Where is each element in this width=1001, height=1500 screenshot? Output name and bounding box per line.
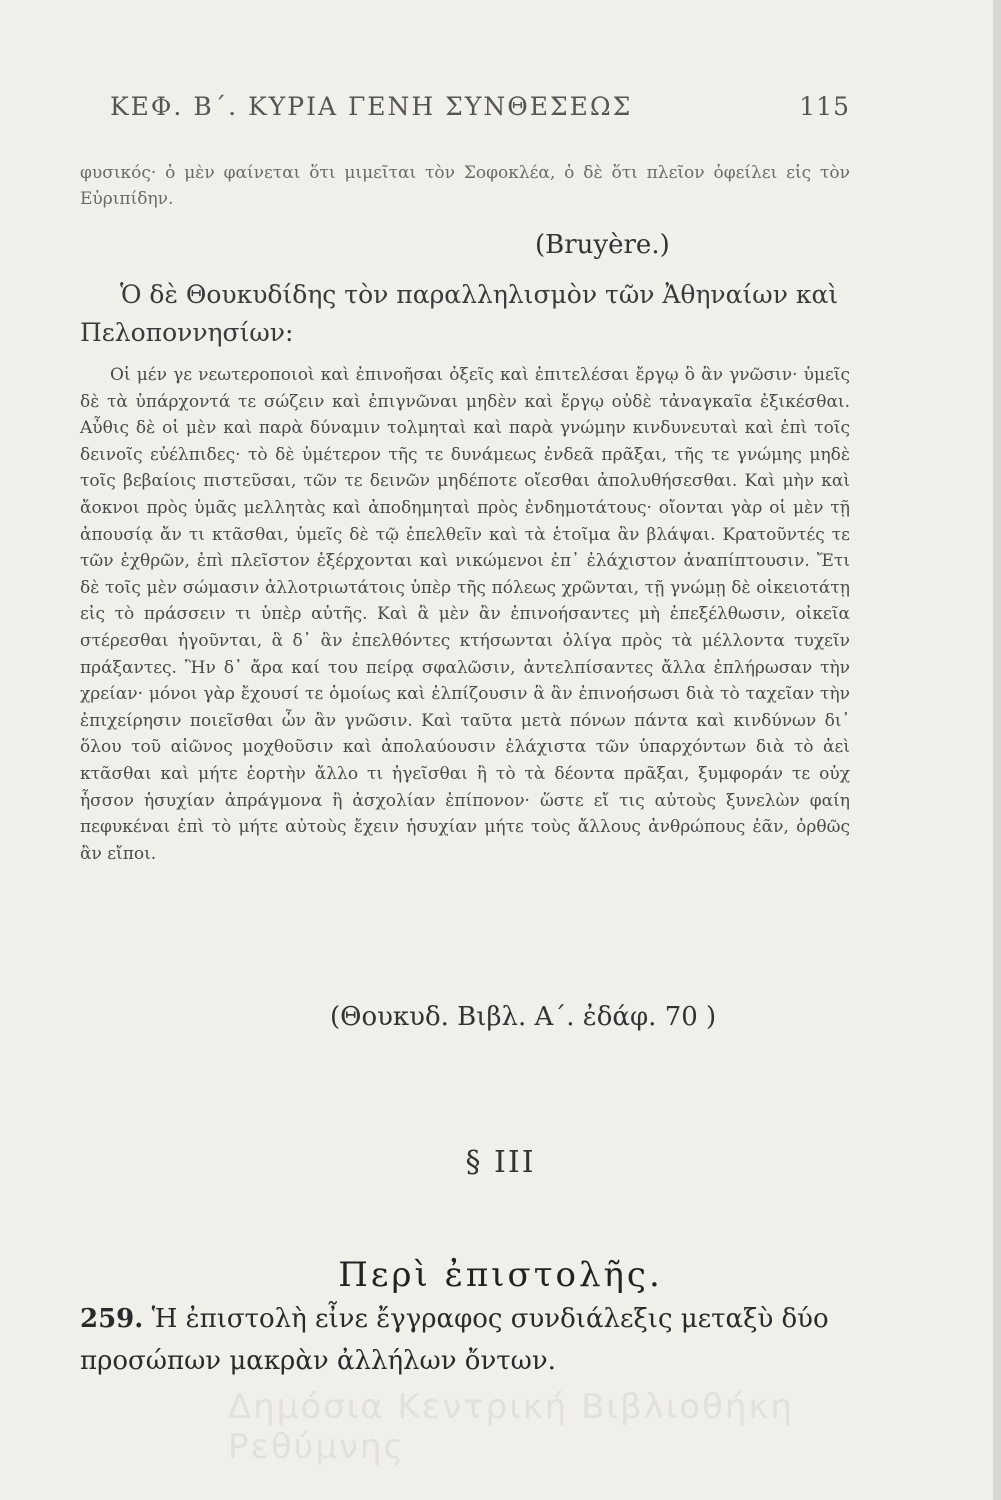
running-title: ΚΕΦ. Β΄. ΚΥΡΙΑ ΓΕΝΗ ΣΥΝΘΕΣΕΩΣ bbox=[110, 92, 633, 121]
section-number: § III bbox=[465, 1145, 536, 1180]
running-header bbox=[110, 92, 850, 121]
page-number: 115 bbox=[799, 92, 850, 121]
lead-paragraph: Ὁ δὲ Θουκυδίδης τὸν παραλληλισμὸν τῶν Ἀθηναίων καὶ Πελοποννησίων: bbox=[80, 280, 839, 347]
thucydides-quote: Οἱ μέν γε νεωτεροποιοὶ καὶ ἐπινοῆσαι ὀξεῖς καὶ ἐπιτελέσαι ἔργῳ ὃ ἂν γνῶσιν· ὑμεῖς δὲ τὰ ὑπάρχοντά τε σώζειν καὶ ἐπιγνῶναι μηδὲν καὶ ἔργῳ οὐδὲ τἀναγκαῖα ἐξικέσθαι. Αὖθις δὲ οἱ μὲν καὶ παρὰ δύναμιν τολμηταὶ καὶ παρὰ γνώμην κινδυνευταὶ καὶ ἐπὶ τοῖς δεινοῖς εὐέλπιδες· τὸ δὲ ὑμέτερον τῆς τε δυνάμεως ἐνδεᾶ πρᾶξαι, τῆς τε γνώμης μηδὲ τοῖς βεβαίοις πιστεῦσαι, τῶν τε δεινῶν μηδέποτε οἴεσθαι ἀπολυθήσεσθαι. Καὶ μὴν καὶ ἄοκνοι πρὸς ὑμᾶς μελλητὰς καὶ ἀποδημηταὶ πρὸς ἐνδημοτάτους· οἴονται γὰρ οἱ μὲν τῇ ἀπουσίᾳ ἄν τι κτᾶσθαι, ὑμεῖς δὲ τῷ ἐπελθεῖν καὶ τὰ ἑτοῖμα ἂν βλάψαι. Κρατοῦντές τε τῶν ἐχθρῶν, ἐπὶ πλεῖστον ἐξέρχονται καὶ νικώμενοι ἐπ᾽ ἐλάχιστον ἀναπίπτουσιν. Ἔτι δὲ τοῖς μὲν σώμασιν ἀλλοτριωτάτοις ὑπὲρ τῆς πόλεως χρῶνται, τῇ γνώμῃ δὲ οἰκειοτάτῃ εἰς τὸ πράσσειν τι ὑπὲρ αὐτῆς. Καὶ ἃ μὲν ἂν ἐπινοήσαντες μὴ ἐπεξέλθωσιν, οἰκεῖα στέρεσθαι ἡγοῦνται, ἃ δ᾽ ἂν ἐπελθόντες κτήσωνται ὀλίγα πρὸς τὰ μέλλοντα τυχεῖν πράξαντες. Ἢν δ᾽ ἄρα καί του πείρᾳ σφαλῶσιν, ἀντελπίσαντες ἄλλα ἐπλήρωσαν τὴν χρείαν· μόνοι γὰρ ἔχουσί τε ὁμοίως καὶ ἐλπίζουσιν ἃ ἂν ἐπινοήσωσι διὰ τὸ ταχεῖαν τὴν ἐπιχείρησιν ποιεῖσθαι ὧν ἂν γνῶσιν. Καὶ ταῦτα μετὰ πόνων πάντα καὶ κινδύνων δι᾽ ὅλου τοῦ αἰῶνος μοχθοῦσιν καὶ ἀπολαύουσιν ἐλάχιστα τῶν ὑπαρχόντων διὰ τὸ ἀεὶ κτᾶσθαι καὶ μήτε ἑορτὴν ἄλλο τι ἡγεῖσθαι ἢ τὸ τὰ δέοντα πρᾶξαι, ξυμφοράν τε οὐχ ἧσσον ἡσυχίαν ἀπράγμονα ἢ ἀσχολίαν ἐπίπονον· ὥστε εἴ τις αὐτοὺς ξυνελὼν φαίη πεφυκέναι ἐπὶ τὸ μήτε αὐτοὺς ἔχειν ἡσυχίαν μήτε τοὺς ἄλλους ἀνθρώπους ἐᾶν, ὀρθῶς ἂν εἴποι. bbox=[80, 365, 850, 864]
library-watermark: Δημόσια Κεντρική Βιβλιοθήκη Ρεθύμνης bbox=[228, 1387, 795, 1467]
quote-source: (Θουκυδ. Βιβλ. Α΄. ἐδάφ. 70 ) bbox=[330, 1002, 717, 1032]
paragraph-259 bbox=[80, 1298, 850, 1382]
paragraph-number: 259. bbox=[80, 1304, 144, 1334]
section-title: Περὶ ἐπιστολῆς. bbox=[338, 1255, 663, 1295]
paragraph-text: Ἡ ἐπιστολὴ εἶνε ἔγγραφος συνδιάλεξις μεταξὺ δύο προσώπων μακρὰν ἀλλήλων ὄντων. bbox=[80, 1304, 829, 1376]
intro-text: φυσικός· ὁ μὲν φαίνεται ὅτι μιμεῖται τὸν Σοφοκλέα, ὁ δὲ ὅτι πλεῖον ὀφείλει εἰς τὸν Εὐριπίδην. bbox=[80, 163, 850, 209]
attribution: (Bruyère.) bbox=[535, 230, 670, 260]
